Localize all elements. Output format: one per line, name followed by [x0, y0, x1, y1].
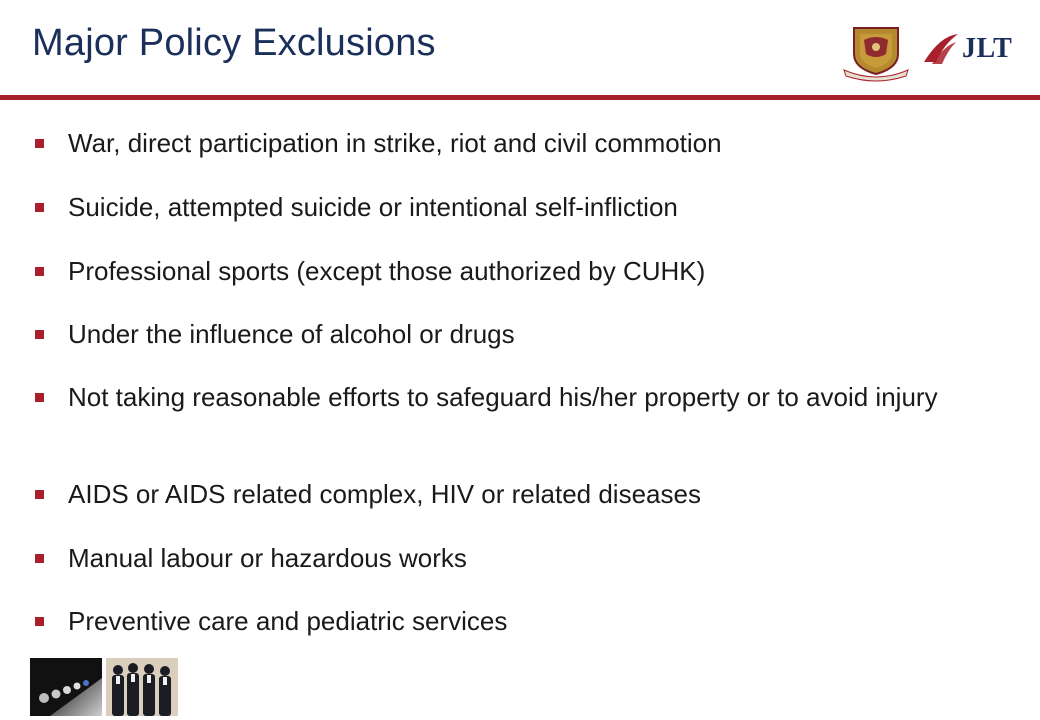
list-item: Not taking reasonable efforts to safeguard his/her property or to avoid injury [32, 382, 992, 413]
list-item: AIDS or AIDS related complex, HIV or related diseases [32, 479, 992, 510]
jlt-brand-label: JLT [962, 33, 1013, 64]
bullet-square-icon [35, 617, 44, 626]
list-item: Preventive care and pediatric services [32, 606, 992, 637]
abstract-spheres-image [30, 658, 102, 716]
bullet-square-icon [35, 330, 44, 339]
bullet-square-icon [35, 554, 44, 563]
list-item: War, direct participation in strike, riot and civil commotion [32, 128, 992, 159]
bullet-square-icon [35, 139, 44, 148]
list-item: Suicide, attempted suicide or intentional self-infliction [32, 192, 992, 223]
list-item: Under the influence of alcohol or drugs [32, 319, 992, 350]
bullet-square-icon [35, 490, 44, 499]
footer-image-strip [30, 658, 178, 718]
business-people-image [106, 658, 178, 716]
list-item: Manual labour or hazardous works [32, 543, 992, 574]
bullet-square-icon [35, 393, 44, 402]
bullet-square-icon [35, 267, 44, 276]
list-item: Professional sports (except those authorized by CUHK) [32, 256, 992, 287]
bullet-square-icon [35, 203, 44, 212]
slide-title: Major Policy Exclusions [32, 22, 436, 64]
